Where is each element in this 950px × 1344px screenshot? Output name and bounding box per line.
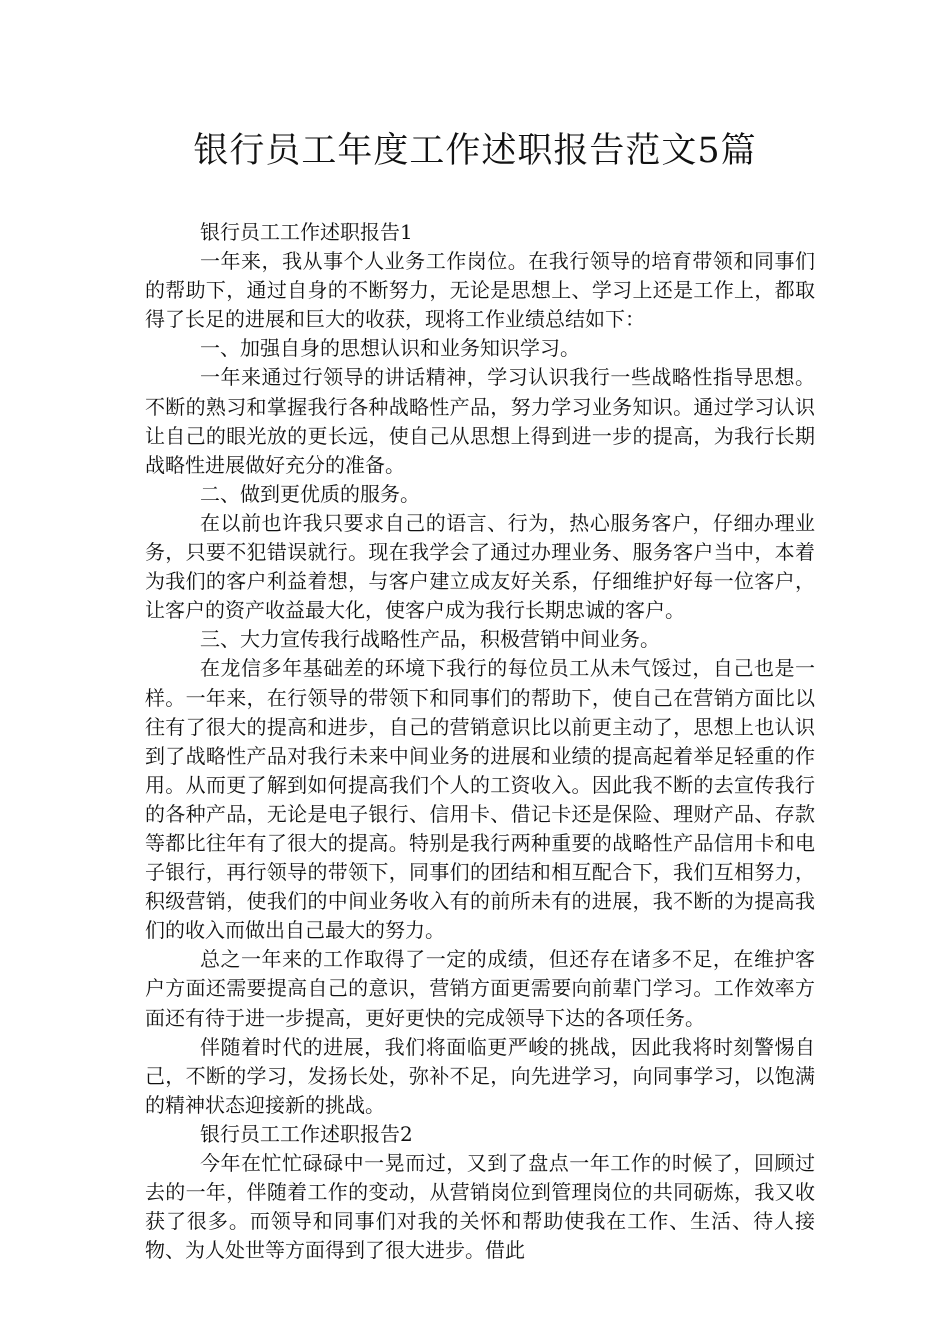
document-title: 银行员工年度工作述职报告范文5篇 — [193, 131, 757, 171]
section-heading-report-1: 银行员工工作述职报告1 — [200, 220, 413, 244]
section-heading-report-2: 银行员工工作述职报告2 — [200, 1121, 413, 1146]
paragraph: 伴随着时代的进展，我们将面临更严峻的挑战，因此我将时刻警惕自己，不断的学习，发扬长处，弥补不足，向先进学习，向同事学习，以饱满的精神状态迎接新的挑战。 — [145, 1034, 815, 1117]
paragraph: 在龙信多年基础差的环境下我行的每位员工从未气馁过，自己也是一样。一年来，在行领导的带领下和同事们的帮助下，使自己在营销方面比以往有了很大的提高和进步，自己的营销意识比以前更主动了，思想上也认识到了战略性产品对我行未来中间业务的进展和业绩的提高起着举足轻重的作用。从而更了解到如何提高我们个人的工资收入。因此我不断的去宣传我行的各种产品，无论是电子银行、信用卡、借记卡还是保险、理财产品、存款等都比往年有了很大的提高。特别是我行两种重要的战略性产品信用卡和电子银行，再行领导的带领下，同事们的团结和相互配合下，我们互相努力，积级营销，使我们的中间业务收入有的前所未有的进展，我不断的为提高我们的收入而做出自己最大的努力。 — [145, 656, 815, 943]
paragraph: 总之一年来的工作取得了一定的成绩，但还存在诸多不足，在维护客户方面还需要提高自己的意识，营销方面更需要向前辈门学习。工作效率方面还有待于进一步提高，更好更快的完成领导下达的各项任务。 — [145, 947, 815, 1030]
subsection-heading: 三、大力宣传我行战略性产品，积极营销中间业务。 — [200, 627, 660, 652]
document-body — [145, 218, 815, 1265]
subsection-heading: 二、做到更优质的服务。 — [200, 481, 420, 506]
paragraph: 今年在忙忙碌碌中一晃而过，又到了盘点一年工作的时候了，回顾过去的一年，伴随着工作的变动，从营销岗位到管理岗位的共同砺炼，我又收获了很多。而领导和同事们对我的关怀和帮助使我在工作、生活、待人接物、为人处世等方面得到了很大进步。借此 — [145, 1151, 815, 1263]
paragraph: 一年来，我从事个人业务工作岗位。在我行领导的培育带领和同事们的帮助下，通过自身的不断努力，无论是思想上、学习上还是工作上，都取得了长足的进展和巨大的收获，现将工作业绩总结如下： — [145, 249, 815, 332]
subsection-heading: 一、加强自身的思想认识和业务知识学习。 — [200, 336, 580, 361]
paragraph: 在以前也许我只要求自己的语言、行为，热心服务客户，仔细办理业务，只要不犯错误就行。现在我学会了通过办理业务、服务客户当中，本着为我们的客户利益着想，与客户建立成友好关系，仔细维护好每一位客户，让客户的资产收益最大化，使客户成为我行长期忠诚的客户。 — [145, 510, 815, 623]
paragraph: 一年来通过行领导的讲话精神，学习认识我行一些战略性指导思想。不断的熟习和掌握我行各种战略性产品，努力学习业务知识。通过学习认识让自己的眼光放的更长远，使自己从思想上得到进一步的提高，为我行长期战略性进展做好充分的准备。 — [145, 365, 815, 477]
